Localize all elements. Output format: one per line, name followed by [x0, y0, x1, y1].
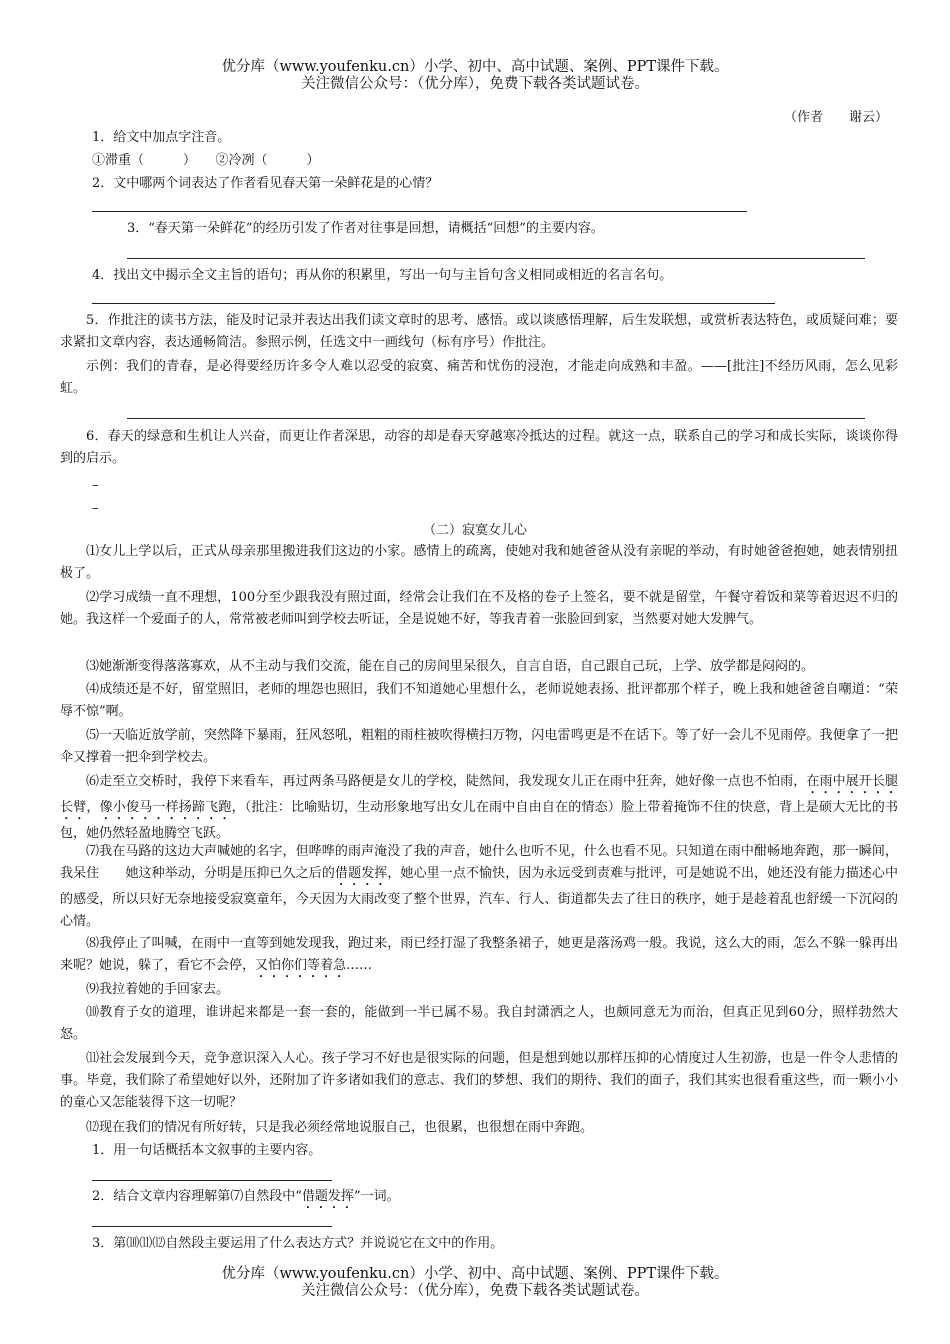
- part2-question-2-text-end: ”一词。: [353, 1189, 400, 1204]
- part2-question-2: [92, 1189, 400, 1212]
- section-title: （二）寂寞女儿心: [422, 523, 527, 538]
- footer-line-1: 优分库（www.youfenku.cn）小学、初中、高中试题、案例、PPT课件下载。: [221, 1266, 729, 1282]
- question-6: 6．春天的绿意和生机让人兴奋，而更让作者深思，动容的却是春天穿越寒冷抵达的过程。就这一点，联系自己的学习和成长实际，谈谈你得到的启示。: [60, 429, 898, 466]
- answer-line: [127, 418, 865, 419]
- paragraph-9: ⑼我拉着她的手回家去。: [86, 982, 230, 997]
- part2-question-1: 1．用一句话概括本文叙事的主要内容。: [92, 1143, 322, 1158]
- part2-question-2-dotted-text: 借题发挥: [301, 1189, 354, 1204]
- paragraph-6-dotted-text: 在雨中展开长腿长臂，像小俊马一样扬蹄飞跑: [60, 774, 898, 815]
- paragraph-6-text-end: ，（批注：比喻贴切，生动形象地写出女儿在雨中自由自在的情态）脸上带着掩饰不住的快意，背上是硕大无比的书包，她仍然轻盈地腾空飞跃。: [60, 800, 898, 841]
- paragraph-3: ⑶她渐渐变得落落寡欢，从不主动与我们交流，能在自己的房间里呆很久，自言自语，自己跟自己玩，上学、放学都是闷闷的。: [86, 659, 815, 674]
- paragraph-4: ⑷成绩还是不好，留堂照旧，老师的埋怨也照旧，我们不知道她心里想什么，老师说她表扬、批评都那个样子，晚上我和她爸爸自嘲道：“荣辱不惊”啊。: [60, 682, 898, 719]
- part2-question-3: 3．第⑽⑾⑿自然段主要运用了什么表达方式？并说说它在文中的作用。: [92, 1236, 504, 1251]
- answer-line: [92, 1180, 332, 1181]
- question-3: 3．“春天第一朵鲜花”的经历引发了作者对往事是回想，请概括“回想”的主要内容。: [127, 221, 604, 236]
- question-5: 5．作批注的读书方法，能及时记录并表达出我们读文章时的思考、感悟。或以谈感悟理解，后生发联想，或赏析表达特色，或质疑问难；要求紧扣文章内容，表达通畅简洁。参照示例，任选文中一画线句（标有序号）作批注。: [60, 313, 898, 350]
- paragraph-7-text-end: ，她心里一点不愉快，因为永远受到责难与批评，可是她说不出，她还没有能力描述心中的感受，所以只好无奈地接受寂寞童年，今天因为大雨改变了整个世界，汽车、行人、街道都失去了往日的秩序，她于是趁着乱也舒缓一下沉闷的心情。: [60, 866, 898, 929]
- answer-line: [92, 303, 775, 304]
- footer-line-2: 关注微信公众号：（优分库），免费下载各类试题试卷。: [301, 1283, 649, 1299]
- answer-line: [127, 258, 865, 259]
- answer-dash: –: [92, 501, 99, 516]
- answer-line: [92, 211, 747, 212]
- paragraph-12: ⑿现在我们的情况有所好转，只是我必须经常地说服自己，也很累，也很想在雨中奔跑。: [86, 1120, 594, 1135]
- author-credit: （作者 谢云）: [783, 110, 888, 125]
- page-header: [0, 59, 950, 93]
- question-5-example: 示例：我们的青春，是必得要经历许多令人难以忍受的寂寞、痛苦和忧伤的浸泡，才能走向成熟和丰盈。——[批注]不经历风雨，怎么见彩虹。: [60, 359, 898, 396]
- paragraph-7-dotted-text: 借题发挥: [335, 866, 388, 881]
- header-line-1: 优分库（www.youfenku.cn）小学、初中、高中试题、案例、PPT课件下载。: [221, 59, 729, 75]
- part2-question-2-text: 2．结合文章内容理解第⑺自然段中“: [92, 1189, 302, 1204]
- paragraph-7: [60, 841, 898, 933]
- question-1: 1．给文中加点字注音。: [92, 130, 231, 145]
- answer-dash: –: [92, 478, 99, 493]
- paragraph-8-text: ⑻我停止了叫喊，在雨中一直等到她发现我，跑过来，雨已经打湿了我整条裙子，她更是落汤鸡一般。我说，这么大的雨，怎么不躲一躲再出来呢？她说，躲了，看它不会停，: [60, 936, 898, 973]
- question-2: 2．文中哪两个词表达了作者看见春天第一朵鲜花是的心情？: [92, 176, 439, 191]
- question-4: 4．找出文中揭示全文主旨的语句；再从你的积累里，写出一句与主旨句含义相同或相近的名言名句。: [92, 268, 673, 283]
- header-line-2: 关注微信公众号：（优分库），免费下载各类试题试卷。: [301, 76, 649, 92]
- paragraph-8-dotted-text: 又怕你们等着急……: [255, 958, 373, 973]
- paragraph-2: ⑵学习成绩一直不理想，100分至少跟我没有照过面，经常会让我们在不及格的卷子上签名，要不就是留堂，午餐守着饭和菜等着迟迟不归的她。我这样一个爱面子的人，常常被老师叫到学校去听证，全是说她不好，等我青着一张脸回到家，当然要对她大发脾气。: [60, 590, 898, 627]
- answer-line: [92, 1226, 332, 1227]
- paragraph-7-text: ⑺我在马路的这边大声喊她的名字，但哗哗的雨声淹没了我的声音，她什么也听不见，什么也看不见。只知道在雨中酣畅地奔跑，那一瞬间，我呆住 她这种举动，分明是压抑已久之后的: [60, 844, 898, 881]
- paragraph-6-text: ⑹走至立交桥时，我停下来看车，再过两条马路便是女儿的学校，陡然间，我发现女儿正在雨中狂奔，她好像一点也不怕雨，: [86, 774, 807, 789]
- paragraph-6: [60, 771, 898, 845]
- page-footer: [0, 1266, 950, 1300]
- paragraph-1: ⑴女儿上学以后，正式从母亲那里搬进我们这边的小家。感情上的疏离，使她对我和她爸爸从没有亲昵的举动，有时她爸爸抱她，她表情别扭极了。: [60, 544, 898, 581]
- paragraph-11: ⑾社会发展到今天，竞争意识深入人心。孩子学习不好也是很实际的问题，但是想到她以那样压抑的心情度过人生初游，也是一件令人悲情的事。毕竟，我们除了希望她好以外，还附加了许多诸如我们的意志、我们的梦想、我们的期待、我们的面子，我们其实也很看重这些，而一颗小小的童心又怎能装得下这一切呢？: [60, 1051, 898, 1110]
- paragraph-5: ⑸一天临近放学前，突然降下暴雨，狂风怒吼，粗粗的雨柱被吹得横扫万物，闪电雷鸣更是不在话下。等了好一会儿不见雨停。我便拿了一把伞又撑着一把伞到学校去。: [60, 728, 898, 765]
- paragraph-10: ⑽教育子女的道理，谁讲起来都是一套一套的，能做到一半已属不易。我自封潇洒之人，也颇同意无为而治，但真正见到60分，照样勃然大怒。: [60, 1005, 898, 1042]
- question-1-items: ①滞重（ ） ②冷冽（ ）: [92, 153, 320, 168]
- paragraph-8: [60, 933, 898, 981]
